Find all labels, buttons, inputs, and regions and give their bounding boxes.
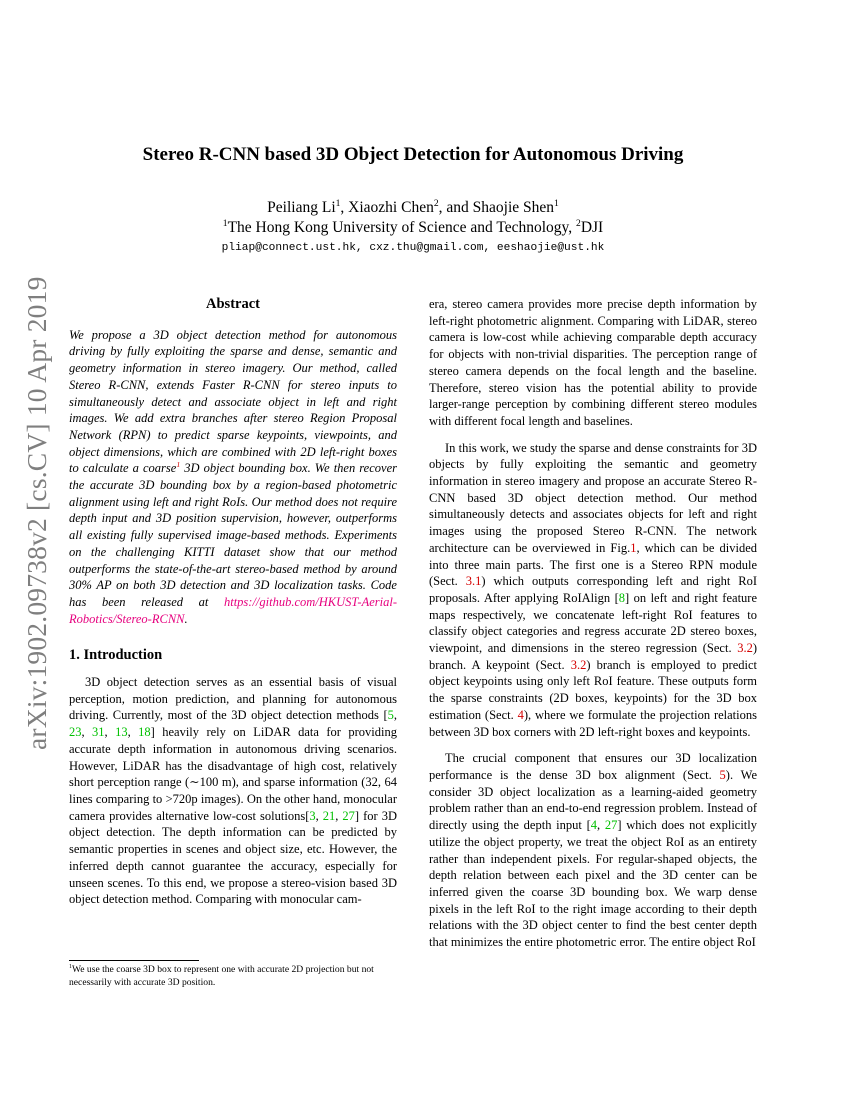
citation-link[interactable]: 23 bbox=[69, 725, 82, 740]
section-heading-introduction: 1. Introduction bbox=[69, 647, 163, 664]
affiliation-mark: 1 bbox=[335, 197, 341, 209]
citation-link[interactable]: 13 bbox=[115, 725, 128, 740]
left-column bbox=[69, 296, 397, 918]
section-ref[interactable]: 3.2 bbox=[570, 657, 587, 672]
citation-link[interactable]: 27 bbox=[342, 808, 355, 823]
paragraph-text: ) branch. A keypoint (Sect. bbox=[429, 641, 757, 672]
paragraph-text: ). We consider 3D object localization as a learning-aided geometry problem rather than an end-to-end regression problem. Instead of directly using the depth input [ bbox=[429, 767, 757, 833]
citation-link[interactable]: 21 bbox=[322, 808, 336, 823]
section-ref[interactable]: 4 bbox=[517, 707, 524, 722]
affiliation-mark: 1 bbox=[554, 197, 559, 209]
paragraph-text: ] which does not explicitly utilize the object property, we treat the object RoI as an entirety rather than independent pixels. For regular-shaped objects, the depth relation between each pixel and the 3D center can be inferred given the coarse 3D bounding box. We warp dense pixels in the left RoI to the right image according to their depth relations with the 3D object center to find the best center depth that minimizes the entire photometric error. The entire object RoI bbox=[429, 818, 758, 950]
paragraph: The crucial component that ensures our 3D localization performance is the dense 3D box alignment (Sect. 5). We consider 3D object localization as a learning-aided geometry problem rather than an end-to-end regression problem. Instead of directly using the depth input [4, 27] which does not explicitly utilize the object property, we treat the object RoI as an entirety rather than independent pixels. For regular-shaped objects, the depth relation between each pixel and the 3D center can be inferred given the coarse 3D bounding box. We warp dense pixels in the left RoI to the right image according to their depth relations with the 3D object center to find the best center depth that minimizes the entire photometric error. The entire object RoI bbox=[429, 751, 758, 950]
affiliation-text: The Hong Kong University of Science and Technology, bbox=[227, 219, 577, 236]
abstract-text: . bbox=[184, 611, 188, 626]
paragraph: 3D object detection serves as an essential basis of visual perception, motion prediction, and planning for autonomous driving. Currently, most of the 3D object detection methods [5, 23, 31, 13, 18] heavily rely on LiDAR data for providing accurate depth information in autonomous driving scenarios. However, LiDAR has the disadvantage of high cost, relatively short perception range (∼100 m), and sparse information (32, 64 lines comparing to >720p images). On the other hand, monocular camera provides alternative low-cost solutions[3, 21, 27] for 3D object detection. The depth information can be predicted by semantic properties in scenes and object size, etc. However, the inferred depth cannot guarantee the accuracy, especially for unseen scenes. To this end, we propose a stereo-vision based 3D object detection method. Comparing with monocular cam- bbox=[69, 675, 397, 907]
author-separator: , bbox=[340, 199, 349, 216]
right-column bbox=[429, 296, 757, 961]
abstract-text: We propose a 3D object detection method for autonomous driving by fully exploiting the sparse and dense, semantic and geometry information in stereo imagery. Our method, called Stereo R-CNN, extends Faster R-CNN for stereo inputs to simultaneously detect and associate object in left and right images. We add extra branches after stereo Region Proposal Network (RPN) to predict sparse keypoints, viewpoints, and object dimensions, which are combined with 2D left-right boxes to calculate a coarse bbox=[69, 327, 397, 476]
figure-ref[interactable]: 1 bbox=[630, 540, 637, 555]
section-ref[interactable]: 5 bbox=[719, 767, 726, 782]
paragraph-text: ] for 3D object detection. The depth information can be predicted by semantic properties in scenes and object size, etc. However, the inferred depth cannot guarantee the accuracy, especially for unseen scenes. To this end, we propose a stereo-vision based 3D object detection method. Comparing with monocular cam- bbox=[69, 808, 397, 907]
section-ref[interactable]: 3.2 bbox=[737, 641, 753, 656]
affiliation-mark: 2 bbox=[433, 197, 439, 209]
author-list bbox=[0, 199, 826, 217]
paragraph-text: ) which outputs corresponding left and right RoI proposals. After applying RoIAlign [ bbox=[429, 574, 758, 605]
footnote-mark: 1 bbox=[69, 963, 72, 970]
paragraph: era, stereo camera provides more precise depth information by left-right photometric alignment. Comparing with LiDAR, stereo camera is low-cost while achieving comparable depth accuracy for objects with non-trivial disparities. The perception range of stereo camera depends on the focal length and the baseline. Therefore, stereo vision has the potential ability to provide larger-range perception by combining different stereo modules with different focal length and baselines. bbox=[429, 297, 757, 428]
paper-title: Stereo R-CNN based 3D Object Detection for Autonomous Driving bbox=[142, 144, 684, 165]
citation-link[interactable]: 31 bbox=[92, 725, 105, 740]
code-link[interactable]: https://github.com/HKUST-Aerial-Robotics/Stereo-RCNN bbox=[69, 594, 397, 626]
affiliation-mark: 2 bbox=[576, 217, 581, 229]
citation-link[interactable]: 18 bbox=[138, 725, 151, 740]
paragraph-text: ] on left and right feature maps respectively, we concatenate left-right RoI features to classify object categories and regress accurate 2D stereo boxes, viewpoint, and dimensions in the stereo regression (Sect. bbox=[429, 590, 757, 656]
citation-link[interactable]: 4 bbox=[590, 818, 597, 833]
arxiv-sidebar-stamp: arXiv:1902.09738v2 [cs.CV] 10 Apr 2019 bbox=[21, 276, 52, 750]
citation-link[interactable]: 3 bbox=[309, 808, 316, 823]
affiliation-text: DJI bbox=[580, 219, 604, 236]
paragraph-text: , which can be divided into three main parts. The first one is a Stereo RPN module (Sect. bbox=[429, 540, 757, 589]
paragraph-text: 3D object detection serves as an essential basis of visual perception, motion prediction, and planning for autonomous driving. Currently, most of the 3D object detection methods [ bbox=[69, 675, 397, 723]
paragraph-text: In this work, we study the sparse and dense constraints for 3D objects by fully exploiting the semantic and geometry information in stereo imagery and propose an accurate Stereo R-CNN based 3D object detection method. Our method simultaneously detects and associates objects for left and right images using the proposed Stereo R-CNN. The network architecture can be overviewed in Fig. bbox=[429, 440, 757, 555]
footnote-text: We use the coarse 3D box to represent one with accurate 2D projection but not necessarily with accurate 3D position. bbox=[69, 964, 374, 988]
author-name: Peiliang Li bbox=[267, 199, 336, 216]
author-emails: pliap@connect.ust.hk, cxz.thu@gmail.com, eeshaojie@ust.hk bbox=[221, 242, 605, 254]
section-ref[interactable]: 3.1 bbox=[465, 574, 482, 589]
paragraph bbox=[429, 440, 757, 741]
paragraph-text: The crucial component that ensures our 3D localization performance is the dense 3D box alignment (Sect. bbox=[429, 751, 757, 782]
footnote-rule bbox=[69, 960, 199, 961]
abstract-text: 3D object bounding box. We then recover the accurate 3D bounding box by a region-based photometric alignment using left and right RoIs. Our method does not require depth input and 3D position supervision, however, outperforms all existing fully supervised image-based methods. Experiments on the challenging KITTI dataset show that our method outperforms the state-of-the-art stereo-based method by around 30% AP on both 3D detection and 3D localization tasks. Code has been released at bbox=[69, 461, 397, 609]
footnote-ref[interactable]: 1 bbox=[176, 460, 181, 470]
citation-link[interactable]: 8 bbox=[618, 590, 625, 605]
paragraph-text: ), where we formulate the projection relations between 3D box corners with 2D left-right boxes and keypoints. bbox=[429, 707, 757, 739]
affiliations bbox=[0, 219, 826, 237]
citation-link[interactable]: 5 bbox=[387, 708, 394, 723]
abstract-body bbox=[69, 327, 397, 628]
author-name: Shaojie Shen bbox=[472, 199, 555, 216]
paragraph-text: ] heavily rely on LiDAR data for providing accurate depth information in autonomous driving scenarios. However, LiDAR has the disadvantage of high cost, relatively short perception range (∼100 m), and sparse information (32, 64 lines comparing to >720p images). On the other hand, monocular camera provides alternative low-cost solutions[ bbox=[69, 725, 397, 823]
paragraph-text: ) branch is employed to predict object keypoints using only left RoI feature. These outputs form the sparse constraints (2D boxes, keypoints) for the 3D box estimation (Sect. bbox=[429, 657, 757, 722]
author-separator: , and bbox=[438, 199, 473, 216]
affiliation-mark: 1 bbox=[222, 217, 228, 229]
footnote bbox=[69, 964, 399, 989]
abstract-heading: Abstract bbox=[206, 296, 260, 312]
citation-link[interactable]: 27 bbox=[604, 818, 618, 833]
author-name: Xiaozhi Chen bbox=[348, 199, 434, 216]
